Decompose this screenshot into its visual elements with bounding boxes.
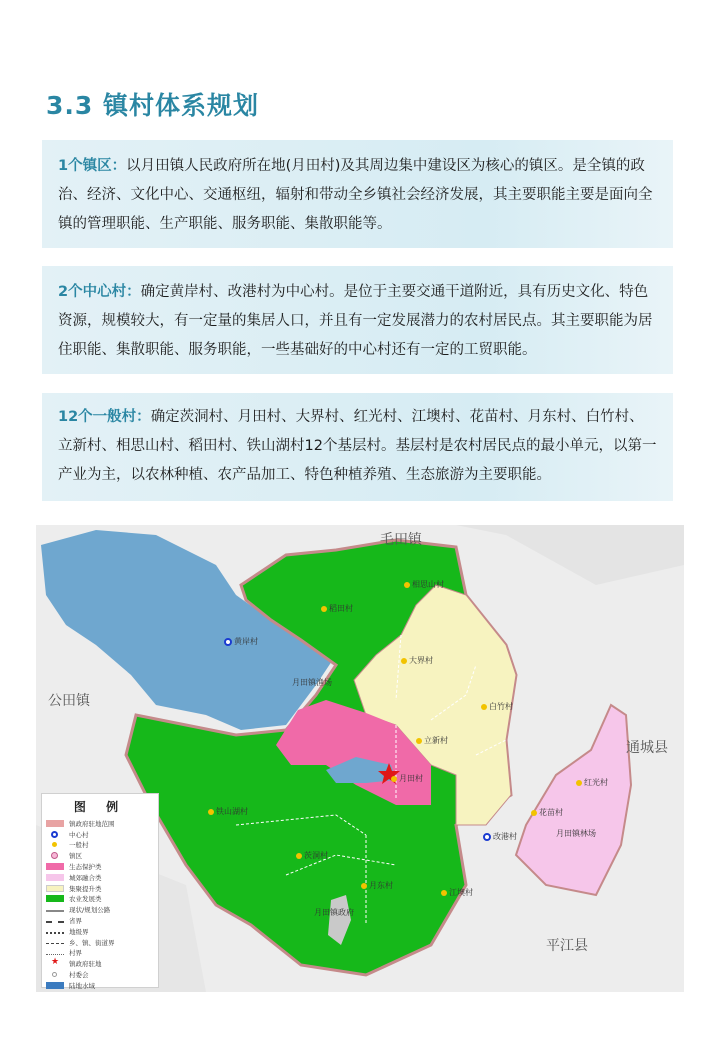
village-dot-icon [404,582,410,588]
legend-row: 镇区 [46,850,154,861]
village-label: 茨洞村 [296,850,328,861]
legend-row: 城郊融合类 [46,872,154,883]
star-icon: ★ [51,957,60,968]
village-dot-icon [296,853,302,859]
village-label: 月田镇林场 [556,829,596,838]
village-dot-icon [321,606,327,612]
village-label: 白竹村 [481,701,513,712]
legend-row: 镇政府驻地范围 [46,818,154,829]
village-dot-icon [576,780,582,786]
village-dot-icon [208,809,214,815]
place-tongcheng: 通城县 [626,740,668,756]
center-village-icon [483,833,491,841]
village-label: 月田镇渔场 [292,678,332,687]
village-dot-icon [401,658,407,664]
village-label: 红光村 [576,777,608,788]
central-villages-section [42,266,673,374]
section-lead: 1个镇区： [58,158,127,174]
town-center-section [42,140,673,248]
place-pingjiang: 平江县 [546,938,588,954]
place-gongtian: 公田镇 [48,693,90,709]
village-label: 黄岸村 [224,636,258,647]
legend-row: 乡、镇、街道界 [46,937,154,948]
map-legend [41,793,159,988]
village-dot-icon [391,776,397,782]
village-office-icon [46,971,64,978]
village-dot-icon [46,841,64,848]
page-title: 3.3 镇村体系规划 [46,91,259,120]
legend-row: 农业发展类 [46,894,154,905]
village-label: 江墺村 [441,887,473,898]
legend-row: 生态保护类 [46,861,154,872]
village-label: 大界村 [401,655,433,666]
eco-protect-swatch [46,863,64,870]
legend-row: 陆地水域 [46,980,154,991]
village-label: 改港村 [483,831,517,842]
suburban-swatch [46,874,64,881]
legend-row: 一般村 [46,840,154,851]
water-swatch [46,982,64,989]
town-range-swatch [46,820,64,827]
section-text: 确定茨洞村、月田村、大界村、红光村、江墺村、花苗村、月东村、白竹村、立新村、相思山村、稻田村、铁山湖村12个基层村。基层村是农村居民点的最小单元，以第一产业为主，以农林种植、农产品加工、特色种植养殖、生态旅游为主要职能。 [58,409,657,483]
legend-row: 集聚提升类 [46,883,154,894]
village-dot-icon [416,738,422,744]
village-label: 相思山村 [404,579,444,590]
legend-row: 村界 [46,948,154,959]
village-line-icon [46,954,64,955]
town-area-icon [46,852,64,859]
gather-swatch [46,885,64,892]
section-lead: 12个一般村： [58,409,151,425]
township-line-icon [46,943,64,944]
village-label: 月东村 [361,880,393,891]
road-line-icon [46,910,64,912]
village-label: 月田镇政府 [314,908,354,917]
village-dot-icon [361,883,367,889]
section-text: 确定黄岸村、改港村为中心村。是位于主要交通干道附近，具有历史文化、特色资源，规模较大，有一定量的集居人口，并且有一定发展潜力的农村居民点。其主要职能为居住职能、集散职能、服务职能，一些基础好的中心村还有一定的工贸职能。 [58,284,653,358]
village-label: 花苗村 [531,807,563,818]
legend-row: 地级界 [46,926,154,937]
village-label: 立新村 [416,735,448,746]
village-label: 铁山湖村 [208,806,248,817]
province-line-icon [46,921,64,923]
village-dot-icon [441,890,447,896]
center-village-icon [46,831,64,838]
legend-row: 中心村 [46,829,154,840]
village-label: 月田村 [391,773,423,784]
legend-row: ★ 镇政府驻地 [46,958,154,969]
agri-swatch [46,895,64,902]
section-lead: 2个中心村： [58,284,141,300]
prefecture-line-icon [46,932,64,934]
legend-row: 村委会 [46,969,154,980]
general-villages-section [42,393,673,501]
legend-row: 省界 [46,915,154,926]
section-text: 以月田镇人民政府所在地(月田村)及其周边集中建设区为核心的镇区。是全镇的政治、经济、文化中心、交通枢纽，辐射和带动全乡镇社会经济发展，其主要职能主要是面向全镇的管理职能、生产职能、服务职能、集散职能等。 [58,158,653,232]
legend-title: 图 例 [73,800,127,814]
village-dot-icon [481,704,487,710]
village-label: 稻田村 [321,603,353,614]
village-dot-icon [531,810,537,816]
legend-row: 现状/规划公路 [46,904,154,915]
center-village-icon [224,638,232,646]
place-maotian: 毛田镇 [380,532,422,548]
